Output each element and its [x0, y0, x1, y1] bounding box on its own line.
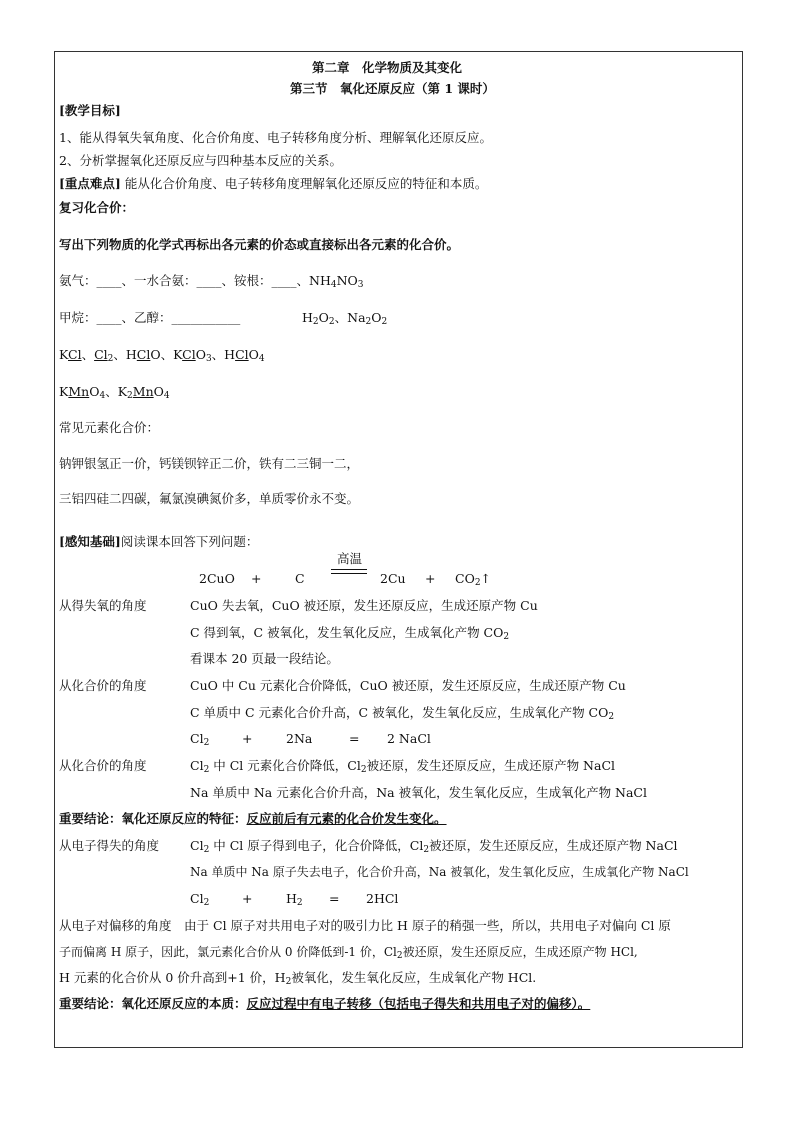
electron-angle-label: 从电子得失的角度	[59, 838, 160, 853]
eq1-term-2: +	[251, 571, 262, 586]
review-row-4: KMnO$_4$、$K_2MnO_4$	[59, 384, 170, 401]
goals-heading: [教学目标]	[59, 103, 121, 118]
oxygen-angle-label: 从得失氧的角度	[59, 598, 147, 613]
key-points-label: [重点难点]	[59, 176, 121, 191]
eq1-term-3: C	[295, 571, 305, 586]
valence-line-2: C 单质中 C 元素化合价升高，C 被氧化，发生氧化反应，生成氧化产物 $CO_2$	[190, 705, 615, 722]
shift-angle-label: 从电子对偏移的角度	[59, 918, 172, 933]
eq3-term-4: =	[329, 891, 340, 906]
eq1-term-5: +	[425, 571, 436, 586]
oxygen-line-3: 看课本 20 页最一段结论。	[190, 651, 339, 666]
review-row-2-formula: $H_2O_2$、$Na_2O_2$	[302, 310, 388, 327]
review-row-3: KCl、$Cl_2$、HClO、KClO$_3$、HClO$_4$	[59, 347, 265, 364]
valence-rhyme-1: 钠钾银氢正一价，钙镁钡锌正二价，铁有二三铜一二，	[59, 456, 360, 471]
valence-line-1: CuO 中 Cu 元素化合价降低，CuO 被还原，发生还原反应，生成还原产物 Cu	[190, 678, 626, 693]
valence-line-4: Na 单质中 Na 元素化合价升高，Na 被氧化，发生氧化反应，生成氧化产物 NaCl	[190, 785, 647, 800]
conclusion-feature	[59, 811, 447, 827]
common-valence-heading: 常见元素化合价：	[59, 420, 160, 435]
eq2-term-2: +	[242, 731, 253, 746]
review-row-2	[59, 310, 240, 326]
review-heading: 复习化合价：	[59, 200, 135, 215]
eq3-term-3: $H_2$	[286, 891, 303, 908]
key-points	[59, 176, 487, 192]
conclusion-essence	[59, 996, 590, 1012]
eq3-term-1: $Cl_2$	[190, 891, 210, 908]
electron-line-2: Na 单质中 Na 原子失去电子，化合价升高，Na 被氧化，发生氧化反应，生成氧化产物 NaCl	[190, 865, 689, 879]
valence-angle-label-2: 从化合价的角度	[59, 758, 147, 773]
electron-line-1: $Cl_2$ 中 Cl 原子得到电子，化合价降低，$Cl_2$被还原，发生还原反应，生成还原产物 NaCl	[190, 838, 678, 855]
eq2-term-3: 2Na	[286, 731, 313, 746]
basics-intro	[59, 534, 258, 550]
condition-bar-top	[331, 569, 367, 570]
conclusion-essence-text: 反应过程中有电子转移（包括电子得失和共用电子对的偏移）。	[246, 996, 591, 1011]
shift-text-1: 由于 Cl 原子对共用电子对的吸引力比 H 原子的稍强一些，所以，共用电子对偏向 Cl 原	[184, 918, 671, 933]
valence-rhyme-2: 三铝四硅二四碳，氟氯溴碘氮价多，单质零价永不变。	[59, 491, 360, 506]
basics-label: [感知基础]	[59, 534, 121, 549]
goal-item-1: 1、能从得氧失氧角度、化合价角度、电子转移角度分析、理解氧化还原反应。	[59, 130, 492, 145]
key-points-text: 能从化合价角度、电子转移角度理解氧化还原反应的特征和本质。	[124, 176, 488, 191]
oxygen-line-1: CuO 失去氧，CuO 被还原，发生还原反应，生成还原产物 Cu	[190, 598, 538, 613]
eq2-term-5: 2 NaCl	[387, 731, 431, 746]
eq2-term-4: =	[349, 731, 360, 746]
section-title: 第三节 氧化还原反应（第 1 课时）	[290, 81, 495, 96]
conclusion-essence-label: 重要结论：氧化还原反应的本质：	[59, 996, 247, 1011]
conclusion-feature-label: 重要结论：氧化还原反应的特征：	[59, 811, 247, 826]
shift-line-2: 子而偏离 H 原子，因此，氯元素化合价从 0 价降低到-1 价，$Cl_2$被还原，发生还原反应，生成还原产物 HCl,	[59, 945, 638, 961]
review-row-1-text: 氨气：____、一水合氨：____、铵根：____、	[59, 273, 310, 288]
eq1-term-4: 2Cu	[380, 571, 406, 586]
eq1-term-1: 2CuO	[199, 571, 235, 586]
shift-line-3: H 元素的化合价从 0 价升高到+1 价，$H_2$被氧化，发生氧化反应，生成氧化产物 HCl.	[59, 970, 537, 987]
review-instruction: 写出下列物质的化学式再标出各元素的价态或直接标出各元素的化合价。	[59, 237, 460, 252]
valence-line-3: $Cl_2$ 中 Cl 元素化合价降低，$Cl_2$被还原，发生还原反应，生成还原产物 NaCl	[190, 758, 616, 775]
conclusion-feature-text: 反应前后有元素的化合价发生变化。	[246, 811, 447, 826]
review-row-1-formula: $NH_4NO_3$	[309, 273, 364, 290]
reaction-condition: 高温	[337, 551, 363, 566]
review-row-1	[59, 273, 364, 289]
eq2-term-1: $Cl_2$	[190, 731, 210, 748]
eq3-term-2: +	[242, 891, 253, 906]
chapter-title: 第二章 化学物质及其变化	[312, 60, 463, 75]
goal-item-2: 2、分析掌握氧化还原反应与四种基本反应的关系。	[59, 153, 342, 168]
valence-angle-label: 从化合价的角度	[59, 678, 147, 693]
oxygen-line-2: C 得到氧，C 被氧化，发生氧化反应，生成氧化产物 $CO_2$	[190, 625, 510, 642]
eq3-term-5: 2HCl	[366, 891, 399, 906]
basics-intro-text: 阅读课本回答下列问题：	[120, 534, 259, 549]
eq1-term-6: $CO_2↑$	[455, 571, 492, 588]
review-row-2-text: 甲烷：____、乙醇：___________	[59, 310, 241, 325]
shift-line-1	[59, 918, 671, 934]
condition-bar-bottom	[331, 573, 367, 574]
